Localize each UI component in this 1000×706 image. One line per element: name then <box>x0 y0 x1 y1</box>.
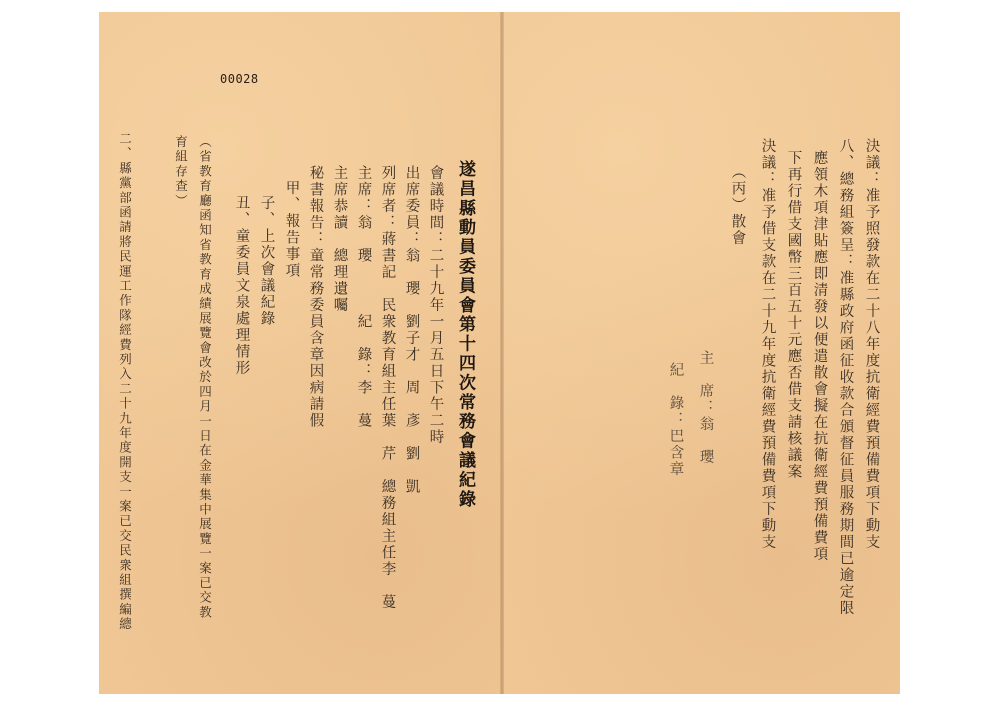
section-a-heading: 甲、報告事項 <box>283 180 300 279</box>
item-chou-line: 丑、童委員文泉處理情形 <box>233 195 250 377</box>
item-eight-line: 八、總務組簽呈：准縣政府函征收款合頒督征員服務期間已逾定限 <box>837 138 854 617</box>
attendees-line: 出席委員：翁 瓔 劉子才 周 彥 劉 凱 <box>403 165 420 495</box>
secretary-report-line: 秘書報告：童常務委員含章因病請假 <box>307 165 324 429</box>
exhibition-note-cont-line: 育組存查） <box>173 135 189 209</box>
nonvoting-attendees-line: 列席者：蔣書記 民衆教育組主任葉 芹 總務組主任李 蔓 <box>379 165 396 611</box>
resolution-1-line: 決議：准予照發款在二十八年度抗衛經費預備費項下動支 <box>863 138 880 551</box>
document-title: 遂昌縣動員委員會第十四次常務會議紀錄 <box>455 160 475 510</box>
resolution-2-line: 決議：准予借支款在二十九年度抗衛經費預備費項下動支 <box>759 138 776 551</box>
item-eight-cont-2-line: 下再行借支國幣三百五十元應否借支請核議案 <box>785 150 802 480</box>
exhibition-note-line: （省教育廳函知省教育成績展覽會改於四月一日在金華集中展覽一案已交教 <box>197 135 213 621</box>
item-two-line: 二、縣黨部函請將民運工作隊經費列入二十九年度開支一案已交民衆組撰編總 <box>117 132 133 632</box>
adjournment-line: （丙）散會 <box>729 164 746 247</box>
chair-signature-line: 主 席：翁 瓔 <box>697 350 714 466</box>
page-gutter <box>500 12 504 694</box>
meeting-time-line: 會議時間：二十九年一月五日下午二時 <box>427 165 444 446</box>
archive-number: 00028 <box>220 72 259 86</box>
item-zi-line: 子、上次會議紀錄 <box>258 195 275 327</box>
ceremony-line: 主席恭讀 總理遺囑 <box>331 165 348 314</box>
chair-recorder-line: 主席：翁 瓔 紀 錄：李 蔓 <box>355 165 372 429</box>
item-eight-cont-1-line: 應領木項津貼應即清發以便遣散會擬在抗衛經費預備費項 <box>811 150 828 563</box>
recorder-signature-line: 紀 錄：巴含章 <box>667 362 684 478</box>
